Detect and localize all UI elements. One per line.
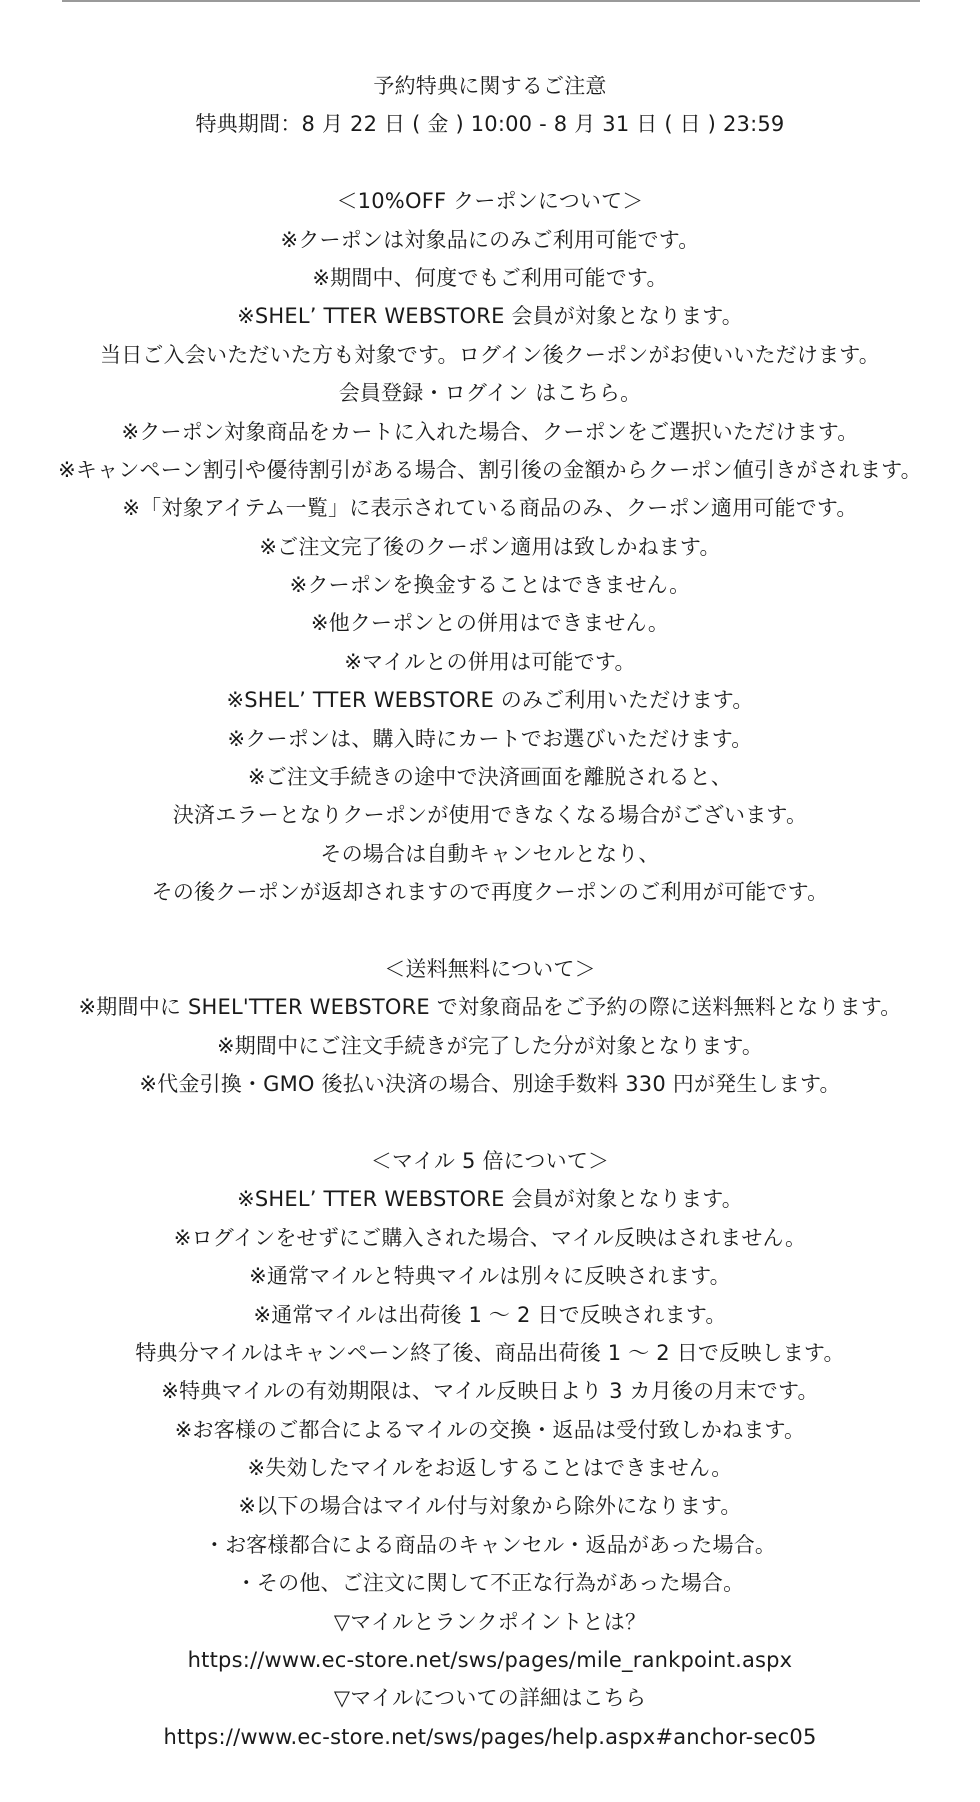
coupon-note: ※ご注文完了後のクーポン適用は致しかねます。: [259, 534, 721, 559]
miles-note: ・お客様都合による商品のキャンセル・返品があった場合。: [203, 1532, 777, 1557]
shipping-note: ※代金引換・GMO 後払い決済の場合、別途手数料 330 円が発生します。: [139, 1072, 841, 1097]
coupon-note: 決済エラーとなりクーポンが使用できなくなる場合がございます。: [172, 803, 808, 828]
coupon-note: 当日ご入会いただいた方も対象です。ログイン後クーポンがお使いいただけます。: [100, 342, 880, 367]
coupon-note: ※他クーポンとの併用はできません。: [310, 611, 670, 636]
coupon-note: ※期間中、何度でもご利用可能です。: [312, 265, 668, 290]
miles-note: 特典分マイルはキャンペーン終了後、商品出荷後 1 〜 2 日で反映します。: [135, 1340, 845, 1365]
coupon-note: ※SHEL’ TTER WEBSTORE のみご利用いただけます。: [226, 688, 754, 713]
miles-note: ※以下の場合はマイル付与対象から除外になります。: [238, 1494, 742, 1519]
shipping-section: [0, 950, 980, 1104]
top-divider: [62, 0, 920, 2]
coupon-note: ※クーポン対象商品をカートに入れた場合、クーポンをご選択いただけます。: [121, 419, 859, 444]
shipping-note: ※期間中に SHEL'TTER WEBSTORE で対象商品をご予約の際に送料無料となります。: [78, 995, 902, 1020]
coupon-note: ※クーポンを換金することはできません。: [289, 573, 691, 598]
miles-section: [0, 1142, 980, 1756]
spacer: [0, 144, 980, 182]
campaign-notice: [0, 67, 980, 1756]
mile-details-link-label[interactable]: ▽マイルについての詳細はこちら: [333, 1686, 647, 1711]
coupon-note: ※クーポンは対象品にのみご利用可能です。: [280, 227, 700, 252]
shipping-heading: ＜送料無料について＞: [384, 956, 596, 981]
coupon-note: ※キャンペーン割引や優待割引がある場合、割引後の金額からクーポン値引きがされます。: [58, 457, 922, 482]
miles-note: ・その他、ご注文に関して不正な行為があった場合。: [235, 1571, 745, 1596]
coupon-note: ※マイルとの併用は可能です。: [344, 649, 636, 674]
coupon-note: ※クーポンは、購入時にカートでお選びいただけます。: [227, 726, 753, 751]
miles-note: ※失効したマイルをお返しすることはできません。: [247, 1456, 733, 1481]
rankpoint-url-link[interactable]: https://www.ec-store.net/sws/pages/mile_rankpoint.aspx: [187, 1648, 793, 1673]
coupon-note: その後クーポンが返却されますので再度クーポンのご利用が可能です。: [151, 880, 829, 905]
coupon-note: ※「対象アイテム一覧」に表示されている商品のみ、クーポン適用可能です。: [122, 496, 858, 521]
spacer: [0, 912, 980, 950]
spacer: [0, 1104, 980, 1142]
shipping-note: ※期間中にご注文手続きが完了した分が対象となります。: [216, 1033, 764, 1058]
help-url-link[interactable]: https://www.ec-store.net/sws/pages/help.aspx#anchor-sec05: [163, 1724, 817, 1749]
miles-note: ※SHEL’ TTER WEBSTORE 会員が対象となります。: [237, 1187, 743, 1212]
rankpoint-info-link-label[interactable]: ▽マイルとランクポイントとは？: [333, 1609, 647, 1634]
coupon-heading: ＜10%OFF クーポンについて＞: [336, 189, 644, 214]
miles-note: ※お客様のご都合によるマイルの交換・返品は受付致しかねます。: [174, 1417, 806, 1442]
coupon-section: [0, 182, 980, 911]
coupon-note: ※ご注文手続きの途中で決済画面を離脱されると、: [247, 765, 733, 790]
coupon-note: ※SHEL’ TTER WEBSTORE 会員が対象となります。: [237, 304, 743, 329]
member-login-link[interactable]: 会員登録・ログイン はこちら。: [338, 381, 642, 406]
miles-heading: ＜マイル 5 倍について＞: [370, 1148, 610, 1173]
miles-note: ※特典マイルの有効期限は、マイル反映日より 3 カ月後の月末です。: [161, 1379, 819, 1404]
notice-title: 予約特典に関するご注意: [373, 74, 607, 98]
coupon-note: その場合は自動キャンセルとなり、: [320, 841, 660, 866]
benefit-period: 特典期間：8 月 22 日 ( 金 ) 10:00 - 8 月 31 日 ( 日 ) 23:59: [195, 112, 785, 137]
miles-note: ※通常マイルと特典マイルは別々に反映されます。: [249, 1264, 731, 1289]
miles-note: ※ログインをせずにご購入された場合、マイル反映はされません。: [173, 1225, 807, 1250]
miles-note: ※通常マイルは出荷後 1 〜 2 日で反映されます。: [253, 1302, 727, 1327]
